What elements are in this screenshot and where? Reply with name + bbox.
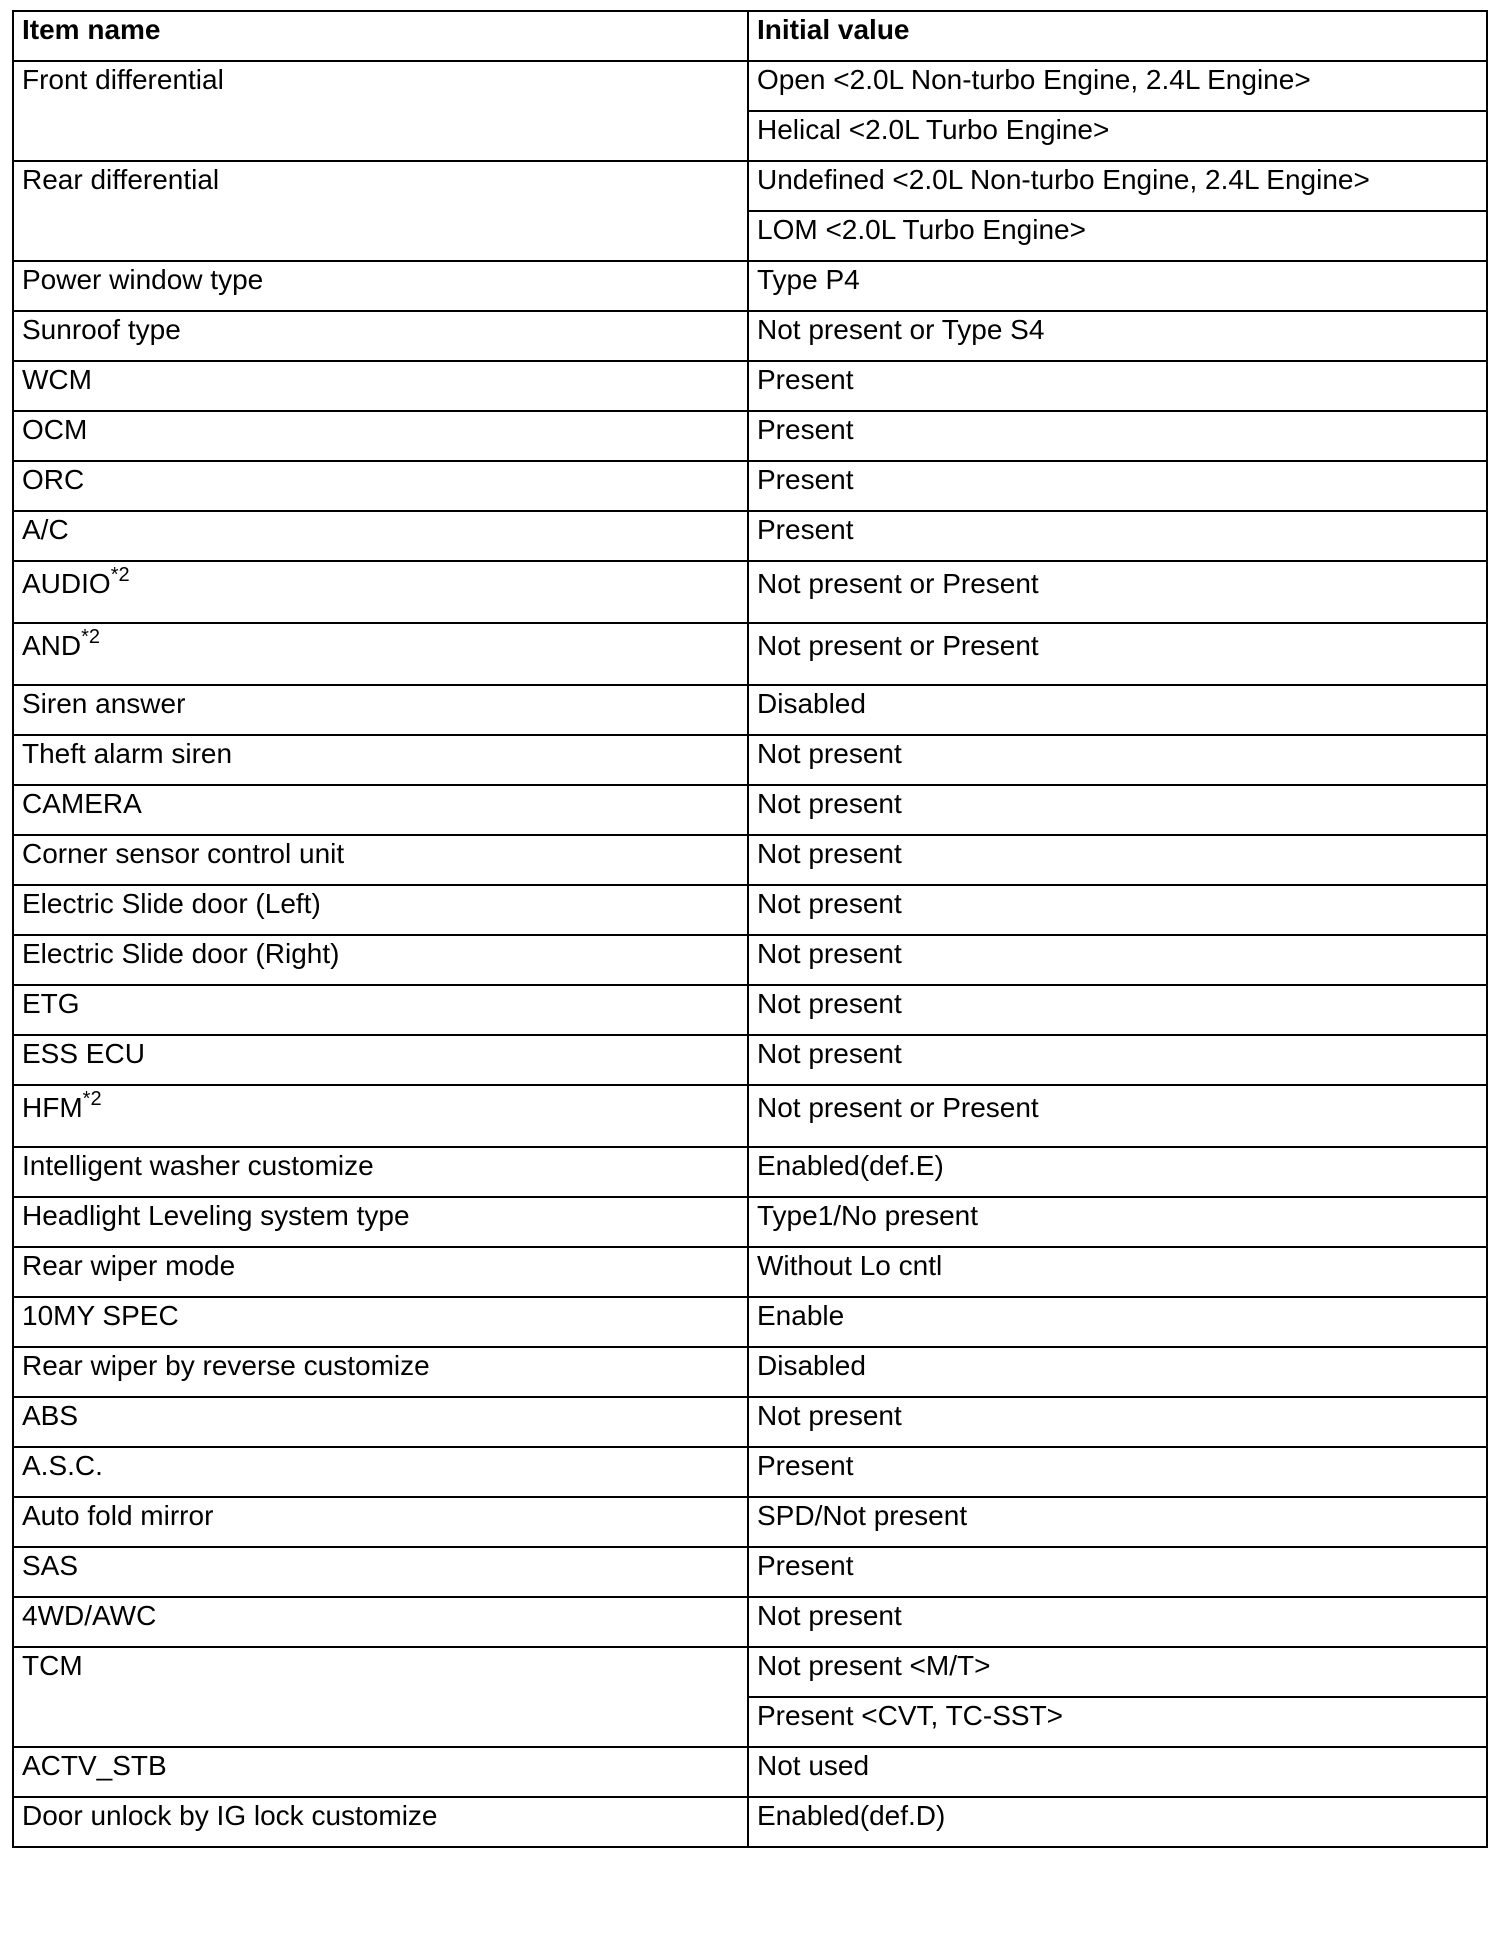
item-name-cell: [13, 1647, 748, 1747]
table-row: [13, 261, 1487, 311]
table-row: [13, 411, 1487, 461]
item-name: Theft alarm siren: [22, 738, 233, 769]
table-row: [13, 311, 1487, 361]
table-row: [13, 1747, 1487, 1797]
initial-value-cell: Not present <M/T>: [748, 1647, 1487, 1697]
table-row: [13, 835, 1487, 885]
initial-value-cell: Present: [748, 461, 1487, 511]
item-name: OCM: [22, 414, 88, 445]
item-name-cell: [13, 785, 748, 835]
initial-value-cell: Not present or Type S4: [748, 311, 1487, 361]
initial-value-cell: Not present: [748, 1035, 1487, 1085]
item-name-cell: [13, 935, 748, 985]
item-name-cell: [13, 1397, 748, 1447]
table-body: [13, 61, 1487, 1847]
table-row: [13, 1197, 1487, 1247]
item-name: AUDIO: [22, 568, 111, 599]
header-item-name: Item name: [13, 11, 748, 61]
table-row: [13, 1547, 1487, 1597]
item-name-cell: [13, 735, 748, 785]
table-row: [13, 1085, 1487, 1147]
item-name-cell: [13, 311, 748, 361]
initial-value-cell: Not present: [748, 785, 1487, 835]
item-name: Sunroof type: [22, 314, 181, 345]
footnote-marker: *2: [110, 564, 130, 586]
item-name-cell: [13, 835, 748, 885]
table-row: [13, 361, 1487, 411]
item-name: ESS ECU: [22, 1038, 145, 1069]
item-name: A/C: [22, 514, 69, 545]
table-row: [13, 511, 1487, 561]
initial-value-cell: Disabled: [748, 1347, 1487, 1397]
table-row: [13, 985, 1487, 1035]
table-row: [13, 735, 1487, 785]
item-name: Front differential: [22, 64, 224, 95]
item-name-cell: [13, 1747, 748, 1797]
table-row: [13, 1447, 1487, 1497]
item-name: ABS: [22, 1400, 79, 1431]
footnote-marker: *2: [81, 626, 101, 648]
initial-value-cell: LOM <2.0L Turbo Engine>: [748, 211, 1487, 261]
item-name-cell: [13, 511, 748, 561]
table-row: [13, 1497, 1487, 1547]
table-row: [13, 461, 1487, 511]
item-name-cell: [13, 1297, 748, 1347]
item-name-cell: [13, 1197, 748, 1247]
table-row: [13, 1797, 1487, 1847]
item-name: Rear differential: [22, 164, 220, 195]
initial-value-cell: Present <CVT, TC-SST>: [748, 1697, 1487, 1747]
table-row: [13, 1147, 1487, 1197]
item-name-cell: [13, 261, 748, 311]
item-name: Auto fold mirror: [22, 1500, 214, 1531]
table-row: [13, 1647, 1487, 1697]
table-row: [13, 1597, 1487, 1647]
initial-value-table: [12, 10, 1488, 1848]
initial-value-cell: Enabled(def.D): [748, 1797, 1487, 1847]
item-name: Headlight Leveling system type: [22, 1200, 410, 1231]
initial-value-cell: Without Lo cntl: [748, 1247, 1487, 1297]
item-name-cell: [13, 1547, 748, 1597]
item-name-cell: [13, 1147, 748, 1197]
initial-value-cell: Not present: [748, 1397, 1487, 1447]
table-row: [13, 623, 1487, 685]
initial-value-cell: Not present: [748, 935, 1487, 985]
item-name-cell: [13, 885, 748, 935]
table-row: [13, 1035, 1487, 1085]
table-row: [13, 1297, 1487, 1347]
initial-value-cell: Not present: [748, 835, 1487, 885]
initial-value-cell: Enabled(def.E): [748, 1147, 1487, 1197]
footnote-marker: *2: [82, 1088, 102, 1110]
initial-value-cell: Present: [748, 1547, 1487, 1597]
item-name: ETG: [22, 988, 80, 1019]
table-row: [13, 561, 1487, 623]
item-name: Rear wiper by reverse customize: [22, 1350, 430, 1381]
initial-value-cell: Helical <2.0L Turbo Engine>: [748, 111, 1487, 161]
item-name: ORC: [22, 464, 85, 495]
item-name-cell: [13, 985, 748, 1035]
table-row: [13, 1397, 1487, 1447]
item-name: Corner sensor control unit: [22, 838, 345, 869]
initial-value-cell: Type1/No present: [748, 1197, 1487, 1247]
initial-value-cell: Not present or Present: [748, 623, 1487, 685]
item-name-cell: [13, 1347, 748, 1397]
item-name-cell: [13, 1085, 748, 1147]
item-name: 4WD/AWC: [22, 1600, 157, 1631]
item-name-cell: [13, 1597, 748, 1647]
item-name-cell: [13, 1447, 748, 1497]
initial-value-cell: Not present: [748, 1597, 1487, 1647]
item-name: CAMERA: [22, 788, 142, 819]
item-name-cell: [13, 1247, 748, 1297]
item-name: Electric Slide door (Right): [22, 938, 340, 969]
initial-value-cell: Not present: [748, 985, 1487, 1035]
initial-value-cell: Present: [748, 411, 1487, 461]
initial-value-cell: SPD/Not present: [748, 1497, 1487, 1547]
item-name-cell: [13, 1035, 748, 1085]
initial-value-cell: Present: [748, 511, 1487, 561]
initial-value-cell: Enable: [748, 1297, 1487, 1347]
item-name: Door unlock by IG lock customize: [22, 1800, 438, 1831]
initial-value-cell: Not used: [748, 1747, 1487, 1797]
initial-value-cell: Open <2.0L Non-turbo Engine, 2.4L Engine>: [748, 61, 1487, 111]
initial-value-cell: Disabled: [748, 685, 1487, 735]
initial-value-cell: Present: [748, 1447, 1487, 1497]
item-name: HFM: [22, 1092, 83, 1123]
item-name-cell: [13, 685, 748, 735]
table-row: [13, 885, 1487, 935]
item-name: 10MY SPEC: [22, 1300, 179, 1331]
table-header-row: [13, 11, 1487, 61]
item-name-cell: [13, 361, 748, 411]
item-name: Power window type: [22, 264, 264, 295]
item-name: ACTV_STB: [22, 1750, 167, 1781]
item-name: SAS: [22, 1550, 79, 1581]
item-name: WCM: [22, 364, 92, 395]
item-name-cell: [13, 1497, 748, 1547]
table-row: [13, 61, 1487, 111]
item-name: Electric Slide door (Left): [22, 888, 321, 919]
initial-value-cell: Undefined <2.0L Non-turbo Engine, 2.4L Engine>: [748, 161, 1487, 211]
table-row: [13, 1347, 1487, 1397]
item-name-cell: [13, 61, 748, 161]
table-row: [13, 685, 1487, 735]
initial-value-cell: Not present: [748, 885, 1487, 935]
initial-value-cell: Not present or Present: [748, 561, 1487, 623]
table-row: [13, 935, 1487, 985]
initial-value-cell: Not present: [748, 735, 1487, 785]
item-name: Rear wiper mode: [22, 1250, 236, 1281]
item-name: Siren answer: [22, 688, 186, 719]
initial-value-cell: Type P4: [748, 261, 1487, 311]
item-name-cell: [13, 1797, 748, 1847]
item-name: A.S.C.: [22, 1450, 103, 1481]
table-row: [13, 1247, 1487, 1297]
initial-value-cell: Not present or Present: [748, 1085, 1487, 1147]
table-row: [13, 161, 1487, 211]
item-name-cell: [13, 411, 748, 461]
header-initial-value: Initial value: [748, 11, 1487, 61]
item-name-cell: [13, 561, 748, 623]
item-name: AND: [22, 630, 82, 661]
item-name-cell: [13, 623, 748, 685]
item-name-cell: [13, 161, 748, 261]
item-name: TCM: [22, 1650, 83, 1681]
item-name-cell: [13, 461, 748, 511]
initial-value-cell: Present: [748, 361, 1487, 411]
table-row: [13, 785, 1487, 835]
item-name: Intelligent washer customize: [22, 1150, 374, 1181]
